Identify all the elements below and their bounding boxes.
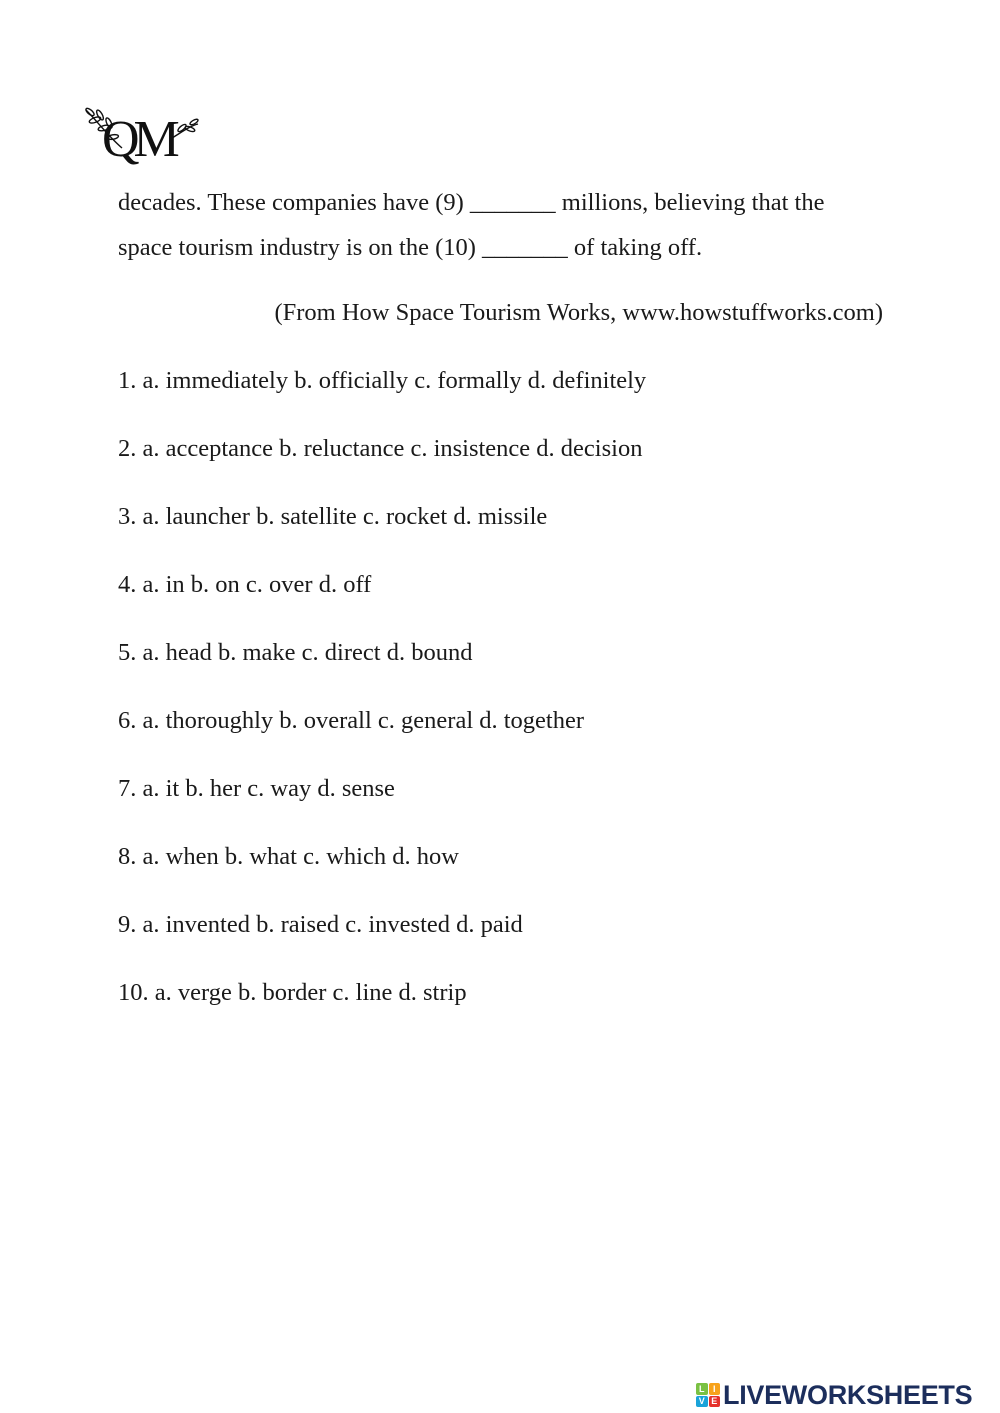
question-option: 10. a. verge b. border c. line d. strip	[118, 979, 467, 1006]
question-option: 4. a. in b. on c. over d. off	[118, 571, 372, 598]
passage-line: decades. These companies have (9) _______ millions, believing that the	[118, 189, 825, 216]
question-options-list	[118, 361, 646, 1041]
qm-logo-graphic	[78, 98, 202, 170]
passage	[118, 180, 884, 270]
qm-logo	[78, 98, 202, 170]
question-option: 9. a. invented b. raised c. invested d. paid	[118, 911, 523, 938]
logo-monogram: QM	[102, 111, 174, 168]
question-option: 2. a. acceptance b. reluctance c. insistence d. decision	[118, 435, 643, 462]
question-option: 7. a. it b. her c. way d. sense	[118, 775, 395, 802]
badge-letter: V	[696, 1396, 708, 1408]
liveworksheets-wordmark: LIVEWORKSHEETS	[723, 1379, 973, 1410]
source-citation: (From How Space Tourism Works, www.howstuffworks.com)	[274, 299, 883, 326]
question-option: 1. a. immediately b. officially c. formally d. definitely	[118, 367, 647, 394]
question-option: 3. a. launcher b. satellite c. rocket d. missile	[118, 503, 548, 530]
liveworksheets-logo	[696, 1378, 972, 1412]
passage-line: space tourism industry is on the (10) _______ of taking off.	[118, 234, 703, 261]
badge-letter: I	[709, 1383, 721, 1395]
badge-letter: L	[696, 1383, 708, 1395]
liveworksheets-badge-icon	[696, 1383, 720, 1407]
question-option: 5. a. head b. make c. direct d. bound	[118, 639, 473, 666]
question-option: 6. a. thoroughly b. overall c. general d. together	[118, 707, 585, 734]
question-option: 8. a. when b. what c. which d. how	[118, 843, 459, 870]
badge-letter: E	[709, 1396, 721, 1408]
